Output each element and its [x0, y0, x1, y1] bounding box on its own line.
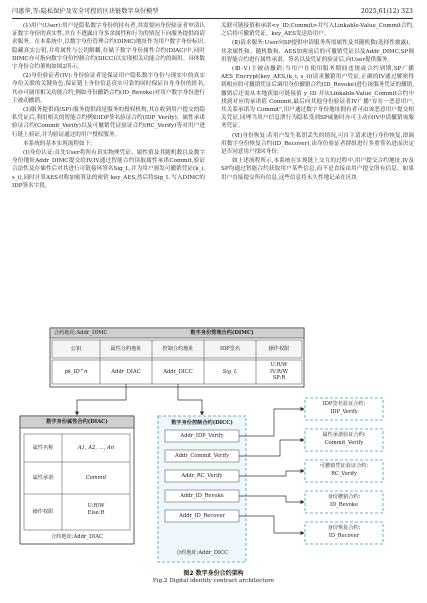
func-name: Commit_Verify [324, 440, 364, 446]
func-title: 属性承诺验证合约: [322, 432, 366, 438]
dimc-value-cell: pk_ID^n [64, 369, 88, 375]
left-column [12, 22, 205, 191]
paragraph: 关联可链接值和承诺<y_ID,Commit>并写入Linkable-Value_Commit合约,之后将可撤销凭证、key_AES发送给用户。 [221, 23, 414, 38]
dimc-header-cell: 控制合约地址 [162, 346, 194, 352]
contract-architecture-diagram [12, 326, 413, 564]
dimc-header-cell: 属性合约地址 [110, 346, 142, 352]
func-name: IDP_Verify [330, 409, 358, 415]
paragraph: 如上述流程所示,本系统在实现链上交互的过程中,用户提交合约地址,IV及SP均通过智能合约获取用户某些信息,而不是直接由用户提交所有信息。如果用户直接提交所有信息,这些信息将永久性地记录在区块 [221, 158, 414, 181]
dimc-permission-cell: U:R/W IV:R/W SP:R [269, 362, 288, 382]
func-name: RC_Verify [331, 471, 357, 477]
dimc-value-cell: Sig_L [222, 369, 238, 375]
paragraph: (1)用户(User):用户是隐私数字身份的持有者,其需要向身份验证者申请认证数字身份的真实性,并在不透露自身多余属性和行为的情况下向服务提供商请求服务。在本系统中,以数字身份管理合约(DIMC)地址作为用户数字身份标识,隐藏真实公钥,并将属性与公钥解耦,存储于数字身份属性合约(DIAC)中,同时DIMC亦可指向数字身份控制合约(DICC)以实现相关功能合约的调用。具体数字身份合约架构如图2所示。 [12, 23, 205, 71]
dicc-item: Addr_Commit_Verify [174, 453, 230, 459]
dimc-title: 数字身份管理合约(DIMC) [190, 330, 254, 336]
paragraph: (2)身份验证者(IV):身份验证者是保证用户隐私数字身份与现实中的真实身份关联的关键角色,保证链上身份信息真实可靠的同时保证自身身份的匿名,其亦可调用相关功能合约,例如身份撤销合约(ID_Revoke)对用户数字身份进行主被动撤销。 [12, 73, 206, 104]
header-page-info: 2025,61(12) 323 [360, 8, 413, 15]
paragraph: (Ⅱ)请求服务:User向SP提供申请服务所需属性及其随机数(选择性披露)、其余属性和、随机数和、AES加密前后的可撤销凭证以及Addr_DIMC,SP调用智能合约进行属性承诺、签名以及凭证的验证后,向User提供服务。 [221, 40, 414, 63]
diac-address-label: 合约地址:Addr_DIAC [51, 534, 103, 540]
paragraph: (3)服务提供商(SP):服务提供商是服务的授权机构,其在收到用户提交的隐私凭证后,利用相关的智能合约例如IDP签名验证合约(IDP_Verify)、属性承诺验证合约(Commit_Verify)以及可撤销凭证验证合约(RC_Verify)等对用户进行链上验证,并为验证通过的用户授权服务。 [12, 107, 205, 138]
dimc-header-cell: IDP签名 [219, 346, 241, 352]
dicc-address-label: 合约地址:Addr_DICC [175, 550, 229, 556]
figure-caption-cn: 图2 数字身份合约架构 [183, 570, 244, 577]
dimc-header-cell: 操作权限 [268, 346, 290, 352]
func-title: 身份恢复合约: [327, 525, 361, 531]
dimc-header-cell: 公钥 [70, 346, 82, 352]
dicc-item: Addr_ID_Recover [179, 513, 225, 519]
dimc-address-label: 合约地址:Addr_DIMC [54, 330, 108, 336]
diac-title: 数字身份属性合约(DIAC) [46, 419, 108, 425]
diac-row-label: 属性名称 [32, 445, 54, 451]
func-name: ID_Recover [328, 533, 360, 539]
diac-row-value: Commit [85, 475, 107, 481]
diac-row-value: A1, A2, …, An [77, 445, 115, 451]
header-authors-title: 闫惠华,等:隐私保护及安全可控的区块链数字身份模型 [12, 8, 159, 15]
dimc-value-cell: Addr_DICC [163, 369, 193, 375]
func-title: 可撤销凭证验证合约: [319, 463, 369, 469]
right-column [221, 22, 414, 183]
paragraph: (Ⅲ-Ⅴ)主被动撤销:当用户在使用服务期间违规或合约到期,SP广播 AES_Encrypt(key_AES,(k_i, s_i))请求撤销用户凭证,正确的IV通过解密得到相应的可撤销凭证后调用身份撤销合约(ID_Revoke)进行该服务凭证的撤销,撤销后还需从本地获取可链接值 y_ID 并从Linkable-Value_Commit合约中找到对应的承诺值 Commit,最后向其他身份验证者IV广播"存在一恶意用户,其关系承诺为 Commit",用户通过数字身份地址拥有者可由该恶意用户提交相关凭证,同理当用户信息泄行为隐私受到SP威胁时亦可主动向IV申请撤销该服务凭证。 [221, 66, 415, 130]
func-title: 身份撤销合约: [327, 494, 361, 500]
figure-caption-en: Fig.2 Digital identity contract architecture [152, 578, 275, 584]
func-title: IDP签名验证合约: [322, 401, 366, 407]
dimc-value-cell: Addr_DIAC [111, 369, 141, 375]
func-name: ID_Revoke [329, 502, 359, 508]
dicc-item: Addr_RC_Verify [181, 473, 223, 479]
diac-permission-value: U:R/W Else:R [87, 503, 105, 516]
diac-row-label: 属性承诺 [32, 475, 54, 481]
dicc-item: Addr_ID_Revoke [180, 493, 224, 499]
paragraph: 本系统的基本实现流程如下: [23, 140, 93, 147]
diac-row-label: 操作权限 [32, 509, 54, 515]
running-header [12, 6, 413, 19]
paragraph: (Ⅰ)身份认证:首先User将所有真实物理凭证、属性值及其随机数以及数字身份地址Addr_DIMC提交给IV,IV通过智能合约读取属性承诺Commit,验证合法性及存储性后对其进行可链接环签名Sig_L,并为用户颁发可撤销凭证(k_i, s_i),同时计算AES对称加密算法的密钥 key_AES,然后将Sig_L 写入DIMC的IDP签名字段, [12, 150, 205, 189]
dicc-title: 数字身份控制合约(DICC) [171, 420, 233, 426]
dicc-item: Addr_IDP_Verify [180, 433, 224, 439]
paragraph: (Ⅵ)身份恢复:若用户发生私钥丢失的情况,可自主请求进行身份恢复,即调用数字身份恢复合约(ID_Recover),由身份验证者群组进行多重签名进而决定是否同意用户找回身份。 [221, 132, 414, 156]
